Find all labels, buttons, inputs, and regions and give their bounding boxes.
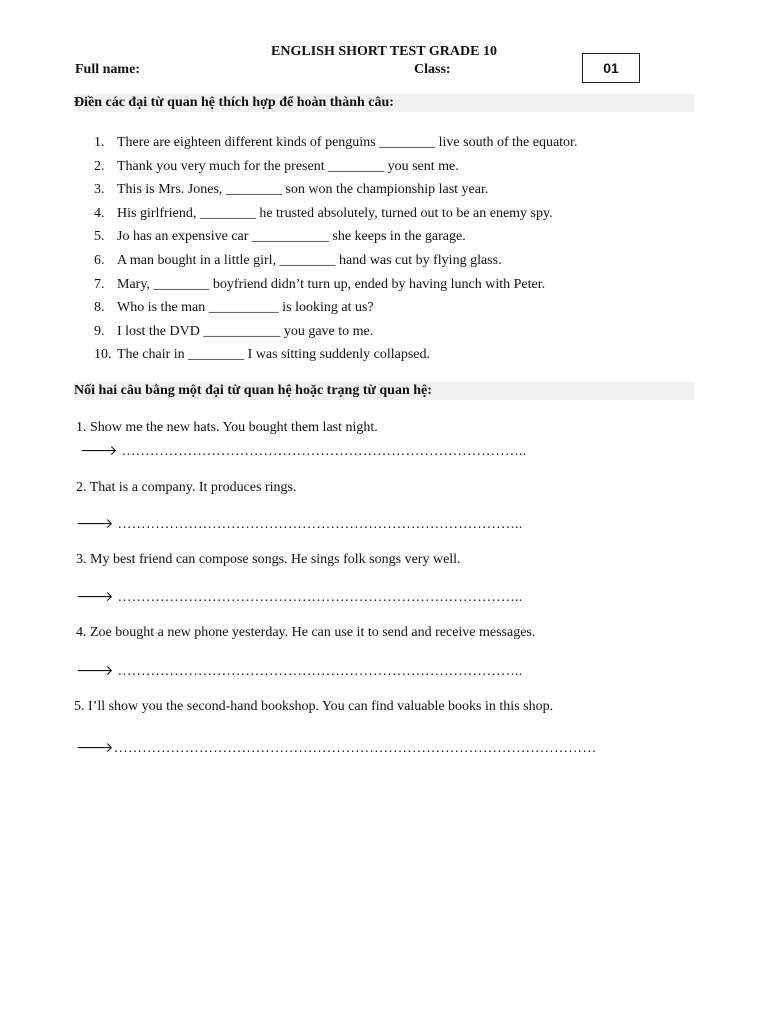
item-number: 8. [94,300,105,316]
item-number: 4. [94,205,105,221]
full-name-label: Full name: [75,62,140,77]
combine-question: 5. I’ll show you the second-hand bookshop. You can find valuable books in this shop. [74,699,554,714]
list-item [94,275,577,299]
class-label: Class: [414,62,451,77]
combine-question: 4. Zoe bought a new phone yesterday. He can use it to send and receive messages. [76,625,536,640]
item-text: Mary, ________ boyfriend didn’t turn up, ended by having lunch with Peter. [117,276,546,292]
list-item [94,251,577,275]
item-text: I lost the DVD ___________ you gave to me. [117,323,374,339]
item-text: Thank you very much for the present ________ you sent me. [117,158,459,174]
item-text: This is Mrs. Jones, ________ son won the championship last year. [117,182,489,198]
item-number: 3. [94,182,105,198]
item-number: 6. [94,252,105,268]
item-text: A man bought in a little girl, ________ hand was cut by flying glass. [117,252,502,268]
item-text: There are eighteen different kinds of penguins ________ live south of the equator. [117,135,578,150]
item-number: 5. [94,229,105,245]
item-number: 9. [94,323,105,339]
test-code-box: 01 [582,53,640,83]
list-item [94,322,577,346]
combine-question: 1. Show me the new hats. You bought them last night. [76,420,378,435]
item-number: 7. [94,276,105,292]
test-title: ENGLISH SHORT TEST GRADE 10 [271,44,497,59]
list-item [94,157,577,181]
answer-line: 🡒………………………………………………………………………………………… [76,741,597,756]
answer-line: 🡒 ………………………………………………………………………….. [76,590,523,605]
item-text: Who is the man __________ is looking at us? [117,300,374,316]
combine-question: 3. My best friend can compose songs. He sings folk songs very well. [76,552,461,567]
list-item [94,298,577,322]
combine-question: 2. That is a company. It produces rings. [76,480,297,495]
section-2-heading: Nối hai câu bằng một đại từ quan hệ hoặc trạng từ quan hệ: [74,382,694,400]
list-item [94,133,577,157]
list-item [94,227,577,251]
item-text: His girlfriend, ________ he trusted absolutely, turned out to be an enemy spy. [117,205,553,221]
answer-line: 🡒 ………………………………………………………………………….. [76,517,523,532]
item-text: Jo has an expensive car ___________ she keeps in the garage. [117,229,466,245]
list-item [94,204,577,228]
list-item [94,345,577,369]
answer-line: 🡒 ………………………………………………………………………….. [80,444,527,459]
fill-in-list [94,133,577,369]
item-number: 10. [94,347,112,363]
item-number: 1. [94,135,105,150]
section-1-heading: Điền các đại từ quan hệ thích hợp để hoàn thành câu: [74,94,694,112]
list-item [94,180,577,204]
item-number: 2. [94,158,105,174]
item-text: The chair in ________ I was sitting suddenly collapsed. [117,347,430,363]
answer-line: 🡒 ………………………………………………………………………….. [76,664,523,679]
